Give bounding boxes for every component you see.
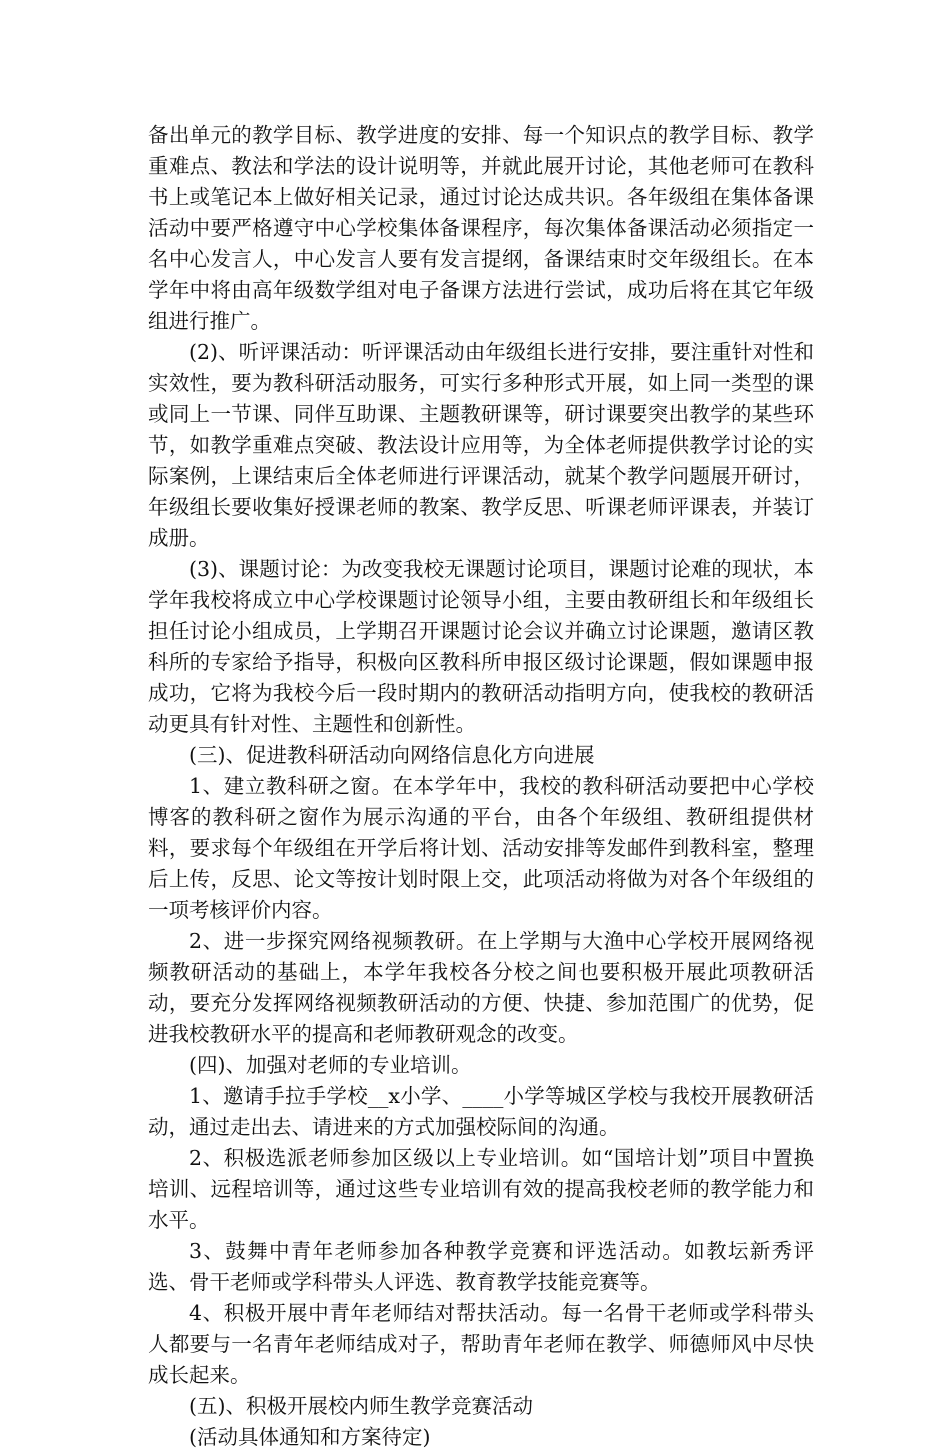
paragraph-mentoring: 4、积极开展中青年老师结对帮扶活动。每一名骨干老师或学科带头人都要与一名青年老师结成对子，帮助青年老师在教学、师德师风中尽快成长起来。 <box>148 1301 814 1387</box>
paragraph-research-window: 1、建立教科研之窗。在本学年中，我校的教科研活动要把中心学校博客的教科研之窗作为展示沟通的平台，由各个年级组、教研组提供材料，要求每个年级组在开学后将计划、活动安排等发邮件到教科室，整理后上传，反思、论文等按计划时限上交，此项活动将做为对各个年级组的一项考核评价内容。 <box>148 774 814 922</box>
paragraph-training: 2、积极选派老师参加区级以上专业培训。如“国培计划”项目中置换培训、远程培训等，通过这些专业培训有效的提高我校老师的教学能力和水平。 <box>148 1146 814 1232</box>
paragraph-pending-note: (活动具体通知和方案待定) <box>189 1425 431 1449</box>
paragraph-lesson-prep: 备出单元的教学目标、教学进度的安排、每一个知识点的教学目标、教学重难点、教法和学法的设计说明等，并就此展开讨论，其他老师可在教科书上或笔记本上做好相关记录，通过讨论达成共识。各年级组在集体备课活动中要严格遵守中心学校集体备课程序，每次集体备课活动必须指定一名中心发言人，中心发言人要有发言提纲，备课结束时交年级组长。在本学年中将由高年级数学组对电子备课方法进行尝试，成功后将在其它年级组进行推广。 <box>148 123 814 333</box>
paragraph-competitions: 3、鼓舞中青年老师参加各种教学竞赛和评选活动。如教坛新秀评选、骨干老师或学科带头人评选、教育教学技能竞赛等。 <box>148 1239 814 1294</box>
paragraph-topic-research: (3)、课题讨论：为改变我校无课题讨论项目，课题讨论难的现状，本学年我校将成立中心学校课题讨论领导小组，主要由教研组长和年级组长担任讨论小组成员，上学期召开课题讨论会议并确立讨论课题，邀请区教科所的专家给予指导，积极向区教科所申报区级讨论课题，假如课题申报成功，它将为我校今后一段时期内的教研活动指明方向，使我校的教研活动更具有针对性、主题性和创新性。 <box>148 557 814 736</box>
document-body <box>148 120 814 1453</box>
section-heading-four: (四)、加强对老师的专业培训。 <box>189 1053 472 1077</box>
paragraph-partner-schools: 1、邀请手拉手学校__x小学、____小学等城区学校与我校开展教研活动，通过走出去、请进来的方式加强校际间的沟通。 <box>148 1084 814 1139</box>
paragraph-video-research: 2、进一步探究网络视频教研。在上学期与大渔中心学校开展网络视频教研活动的基础上，本学年我校各分校之间也要积极开展此项教研活动，要充分发挥网络视频教研活动的方便、快捷、参加范围广的优势，促进我校教研水平的提高和老师教研观念的改变。 <box>148 929 814 1046</box>
section-heading-five: (五)、积极开展校内师生教学竞赛活动 <box>189 1394 533 1418</box>
paragraph-lesson-observation: (2)、听评课活动：听评课活动由年级组长进行安排，要注重针对性和实效性，要为教科研活动服务，可实行多种形式开展，如上同一类型的课或同上一节课、同伴互助课、主题教研课等，研讨课要突出教学的某些环节，如教学重难点突破、教法设计应用等，为全体老师提供教学讨论的实际案例，上课结束后全体老师进行评课活动，就某个教学问题展开研讨，年级组长要收集好授课老师的教案、教学反思、听课老师评课表，并装订成册。 <box>148 340 814 550</box>
section-heading-three: (三)、促进教科研活动向网络信息化方向进展 <box>189 743 595 767</box>
